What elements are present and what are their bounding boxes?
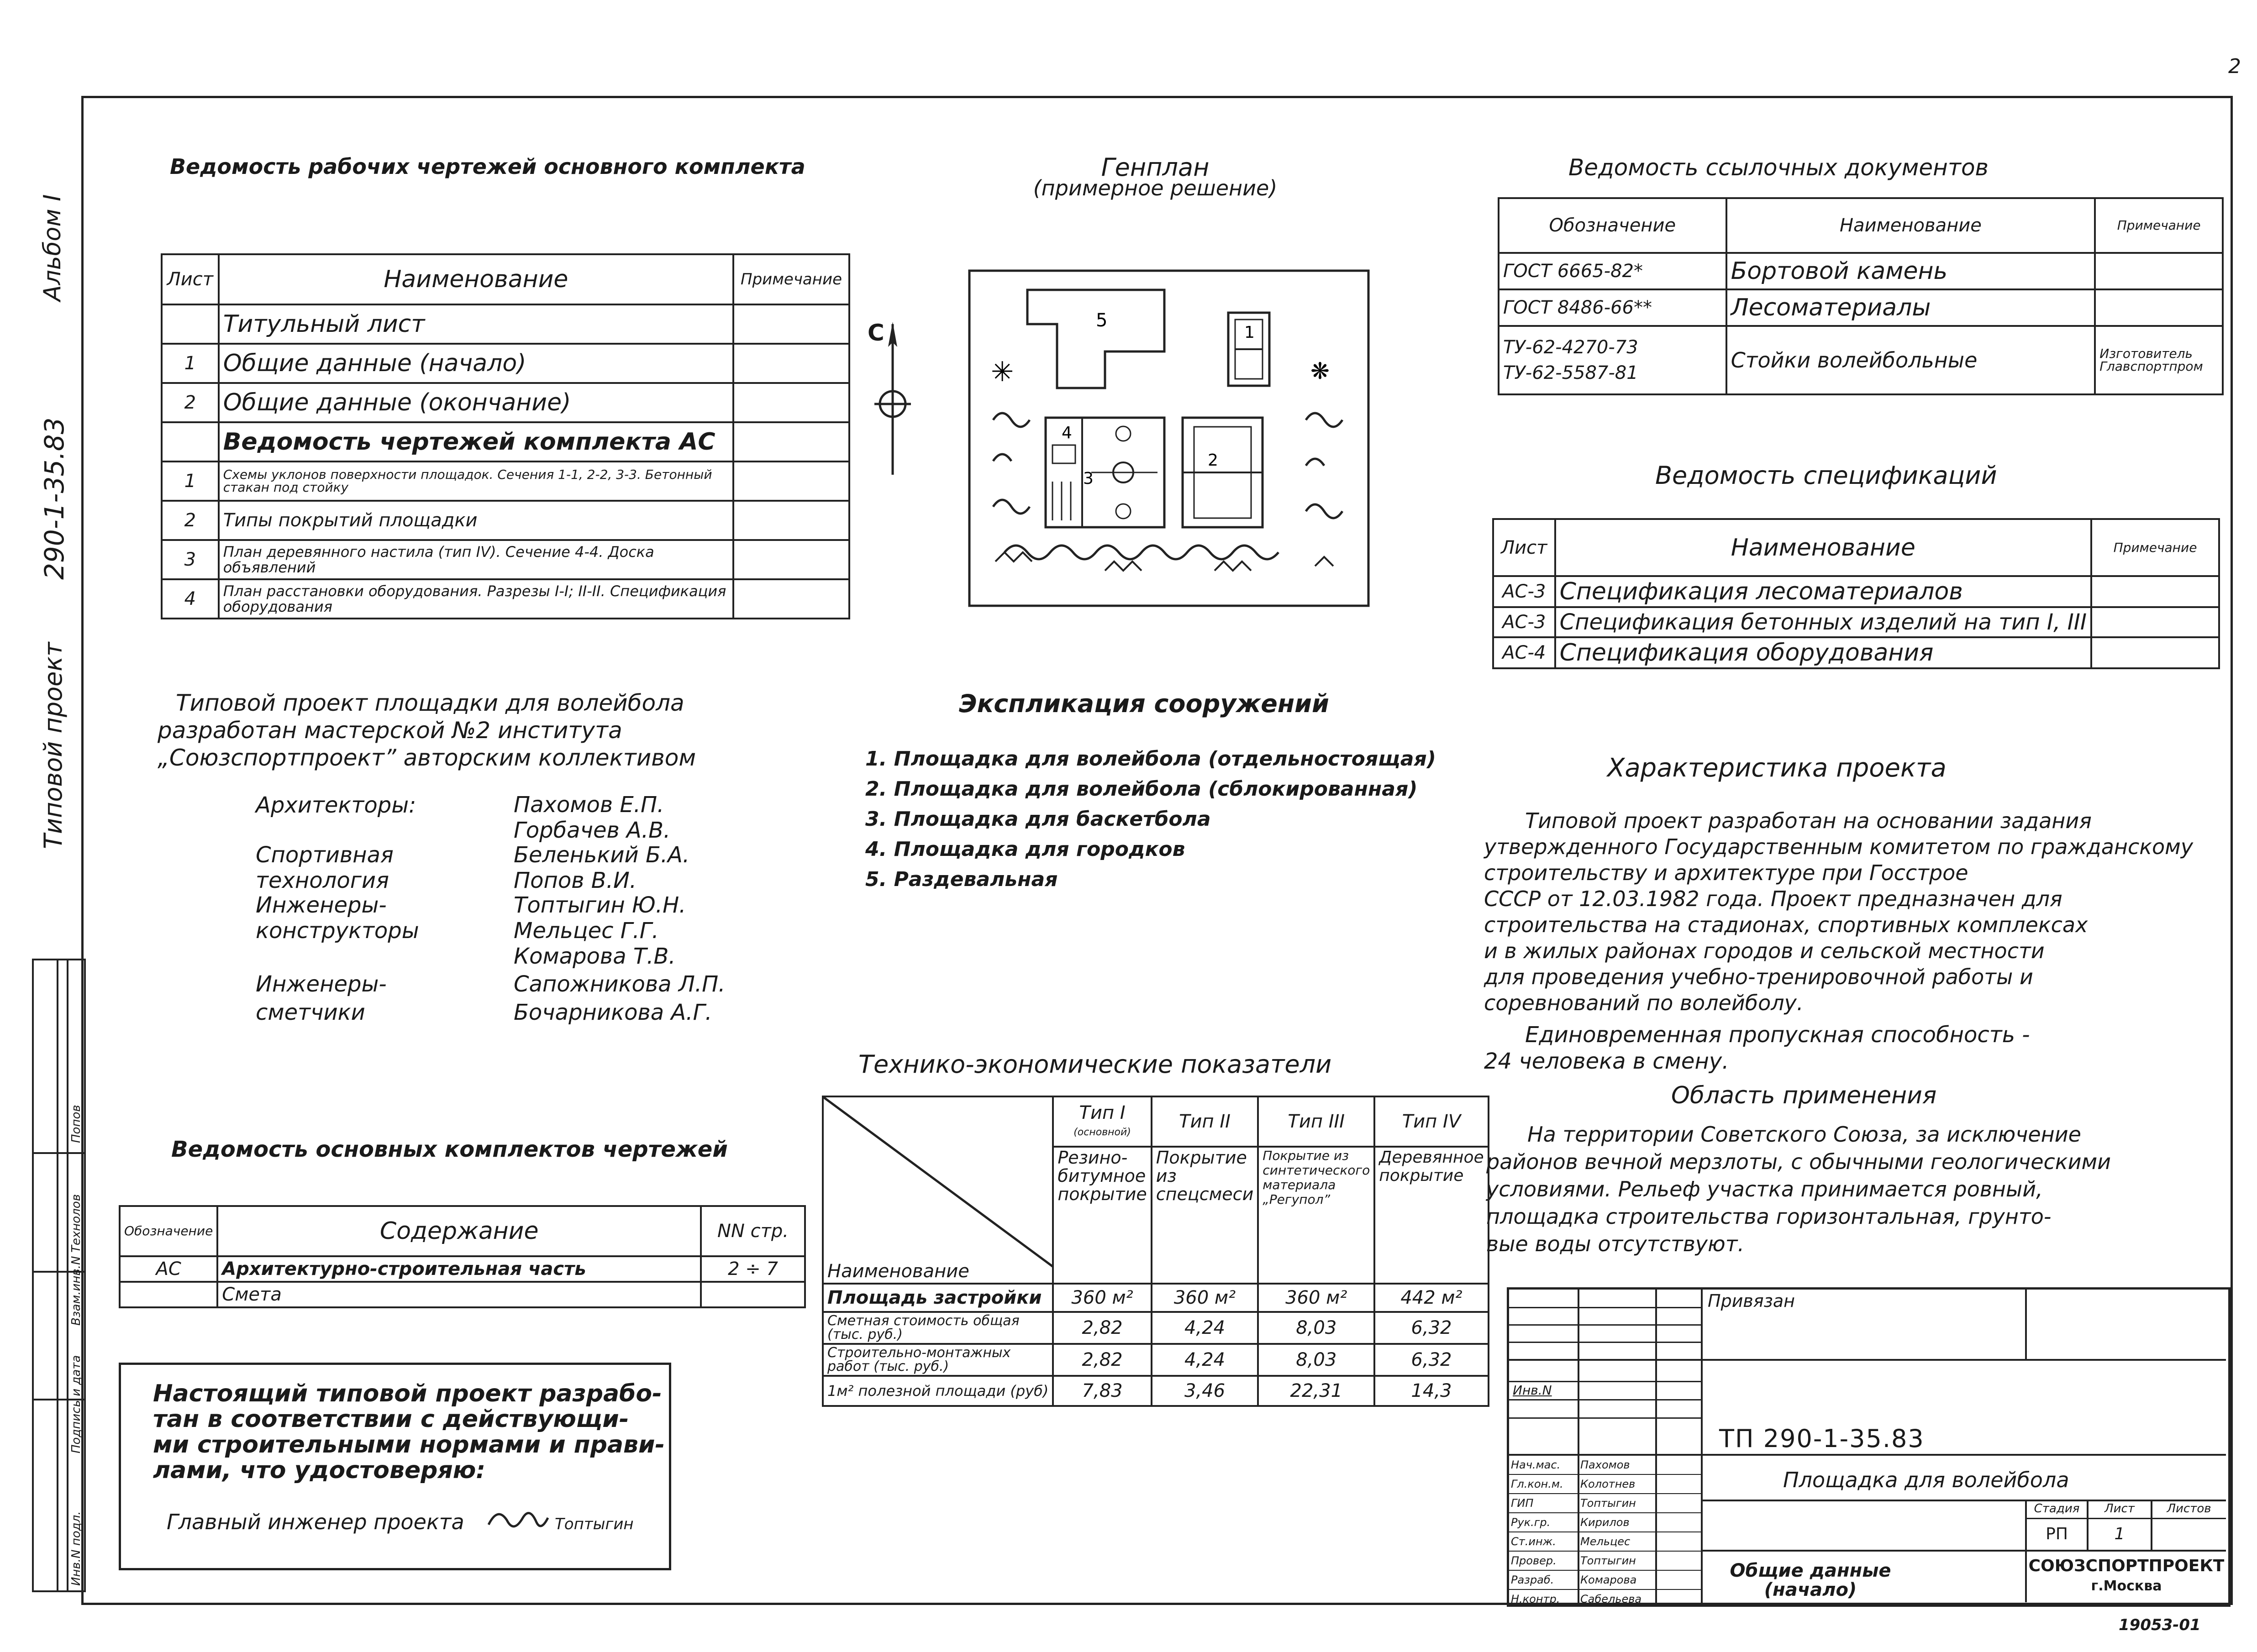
spec-name: Спецификация оборудования <box>1555 637 2091 668</box>
tech-row-label: Строительно-монтажных работ (тыс. руб.) <box>823 1344 1053 1376</box>
author-name: Бочарникова А.Г. <box>514 1000 712 1025</box>
char-line: и в жилых районах городов и сельской местности <box>1484 939 2045 963</box>
wd-header-name: Наименование <box>219 254 733 304</box>
signature-icon <box>486 1502 550 1538</box>
author-name: Попов В.И. <box>514 868 637 893</box>
tech-type-header: Тип III <box>1258 1096 1374 1147</box>
wd-header-note: Примечание <box>733 254 849 304</box>
stamp-col-3: Взам.инв.N <box>69 1256 83 1326</box>
tb-org: СОЮЗСПОРТПРОЕКТ <box>2028 1557 2225 1575</box>
char-line: 24 человека в смену. <box>1484 1049 1729 1074</box>
ref-name: Стойки волейбольные <box>1726 326 2095 394</box>
ref-note: Изготовитель Главспортпром <box>2095 326 2223 394</box>
tb-sig-role: Нач.мас. <box>1511 1458 1561 1471</box>
specifications-table <box>1492 518 2220 669</box>
tech-value: 6,32 <box>1374 1344 1488 1376</box>
spec-header-note: Примечание <box>2091 519 2219 576</box>
tech-type-desc: Резино-битумное покрытие <box>1053 1147 1151 1284</box>
wd-sheet: 2 <box>162 501 219 540</box>
north-label: С <box>868 320 884 346</box>
cert-line: ми строительными нормами и прави- <box>153 1431 665 1458</box>
char-line: СССР от 12.03.1982 года. Проект предназначен для <box>1484 886 2062 911</box>
scope-line: площадка строительства горизонтальная, грунто- <box>1486 1204 2052 1229</box>
tech-type-header: Тип II <box>1152 1096 1258 1147</box>
tb-sig-role: Гл.кон.м. <box>1511 1478 1563 1490</box>
spec-name: Спецификация бетонных изделий на тип I, III <box>1555 607 2091 637</box>
ref-header-name: Наименование <box>1726 198 2095 253</box>
tb-sig-name: Мельцес <box>1580 1535 1631 1548</box>
genplan-subtitle: (примерное решение) <box>1033 176 1278 200</box>
tb-sig-name: Комарова <box>1580 1573 1637 1586</box>
wd-name: План расстановки оборудования. Разрезы I-I; II-II. Спецификация оборудования <box>219 579 733 619</box>
tech-value: 4,24 <box>1152 1344 1258 1376</box>
char-line: Типовой проект разработан на основании задания <box>1525 808 2092 833</box>
basic-content: Архитектурно-строительная часть <box>217 1256 701 1282</box>
cert-name: Топтыгин <box>555 1515 634 1533</box>
author-names <box>514 970 726 1027</box>
basic-content: Смета <box>217 1282 701 1307</box>
ref-name: Бортовой камень <box>1726 253 2095 289</box>
tb-sig-role: Разраб. <box>1511 1573 1554 1586</box>
tb-sig-name: Кирилов <box>1580 1516 1630 1529</box>
author-role: Инженеры-конструкторы <box>256 892 419 944</box>
stamp-col-2: Подпись и дата <box>69 1355 83 1453</box>
tb-sheet: 1 <box>2114 1525 2125 1543</box>
spec-sheet: АС-3 <box>1493 607 1555 637</box>
certification-box <box>119 1363 671 1570</box>
reference-docs-title: Ведомость ссылочных документов <box>1568 154 1989 181</box>
tb-sig-role: Н.контр. <box>1511 1593 1560 1605</box>
genplan-label-1: 1 <box>1244 323 1255 342</box>
author-role: Инженеры-сметчики <box>256 971 387 1025</box>
genplan-label-3: 3 <box>1083 469 1094 488</box>
ref-header-note: Примечание <box>2095 198 2223 253</box>
tech-value: 360 м² <box>1258 1284 1374 1312</box>
margin-stamp <box>32 959 86 1592</box>
tech-indicators-title: Технико-экономические показатели <box>858 1050 1332 1079</box>
archive-number: 19053-01 <box>2119 1616 2201 1634</box>
margin-album: Альбом I <box>39 194 66 301</box>
north-arrow-icon <box>874 320 911 479</box>
scope-text <box>1486 1121 2111 1258</box>
tech-value: 360 м² <box>1152 1284 1258 1312</box>
wd-sheet: 1 <box>162 344 219 383</box>
tech-type-header: Тип IV <box>1374 1096 1488 1147</box>
page-number: 2 <box>2228 55 2241 78</box>
char-line: соревнований по волейболу. <box>1484 991 1804 1015</box>
author-name: Топтыгин Ю.Н. <box>514 892 686 918</box>
wd-name: Схемы уклонов поверхности площадок. Сечения 1-1, 2-2, 3-3. Бетонный стакан под стойку <box>219 462 733 501</box>
ref-code: ГОСТ 8486-66** <box>1499 289 1726 326</box>
tb-sheet-title: Общие данные (начало) <box>1730 1560 1891 1600</box>
authors-intro-line: „Союзспортпроект” авторским коллективом <box>158 745 696 771</box>
tech-value: 7,83 <box>1053 1376 1151 1406</box>
ref-header-code: Обозначение <box>1499 198 1726 253</box>
tech-row-label: Площадь застройки <box>823 1284 1053 1312</box>
basic-header-pages: NN стр. <box>701 1206 805 1256</box>
author-role: Спортивная технология <box>256 842 394 893</box>
tb-sig-name: Топтыгин <box>1580 1497 1636 1510</box>
explication-item: 1. Площадка для волейбола (отдельностоящая) <box>865 747 1436 771</box>
working-drawings-title: Ведомость рабочих чертежей основного комплекта <box>170 154 805 179</box>
tech-type-desc: Покрытие из спецсмеси <box>1152 1147 1258 1284</box>
tb-signatures <box>1509 1456 1701 1608</box>
tech-type-desc: Деревянное покрытие <box>1374 1147 1488 1284</box>
author-name: Беленький Б.А. <box>514 842 690 868</box>
author-name: Мельцес Г.Г. <box>514 918 659 944</box>
tb-stage: РП <box>2046 1525 2068 1543</box>
tb-sheets-header: Листов <box>2167 1502 2211 1516</box>
scope-line: районов вечной мерзлоты, с обычными геологическими <box>1486 1149 2111 1174</box>
tb-city: г.Москва <box>2091 1578 2162 1594</box>
tb-stage-header: Стадия <box>2034 1502 2080 1516</box>
tb-sig-name: Сабельева <box>1580 1593 1642 1605</box>
authors-intro-line: Типовой проект площадки для волейбола <box>176 690 684 716</box>
basic-sets-title: Ведомость основных комплектов чертежей <box>171 1137 728 1162</box>
genplan-title: Генплан <box>1101 153 1210 182</box>
tech-value: 4,24 <box>1152 1312 1258 1344</box>
svg-text:✳: ✳ <box>991 356 1014 388</box>
tb-sig-name: Топтыгин <box>1580 1554 1636 1567</box>
author-names <box>514 842 689 893</box>
author-name: Горбачев А.В. <box>514 818 671 843</box>
tech-value: 14,3 <box>1374 1376 1488 1406</box>
stamp-name-1: Технолов <box>69 1194 83 1253</box>
author-names <box>514 792 670 843</box>
tech-value: 3,46 <box>1152 1376 1258 1406</box>
wd-sheet: 3 <box>162 540 219 579</box>
scope-line: условиями. Рельеф участка принимается ровный, <box>1486 1177 2043 1201</box>
wd-header-sheet: Лист <box>162 254 219 304</box>
author-name: Сапожникова Л.П. <box>514 971 726 997</box>
scope-line: вые воды отсутствуют. <box>1486 1232 1745 1256</box>
working-drawings-table <box>161 253 850 619</box>
wd-sheet: 1 <box>162 462 219 501</box>
cert-line: тан в соответствии с действующи- <box>153 1406 629 1433</box>
stamp-name-2: Попов <box>69 1105 83 1143</box>
tech-value: 22,31 <box>1258 1376 1374 1406</box>
author-name: Пахомов Е.П. <box>514 792 664 818</box>
char-line: строительства на стадионах, спортивных комплексах <box>1484 913 2088 937</box>
spec-sheet: АС-3 <box>1493 576 1555 607</box>
author-role: Архитекторы: <box>256 792 416 818</box>
tech-value: 8,03 <box>1258 1344 1374 1376</box>
tech-value: 2,82 <box>1053 1312 1151 1344</box>
genplan-label-5: 5 <box>1096 310 1108 331</box>
title-block <box>1507 1287 2231 1607</box>
spec-header-name: Наименование <box>1555 519 2091 576</box>
authors-intro <box>158 689 696 771</box>
tb-sig-name: Колотнев <box>1580 1478 1636 1490</box>
spec-header-sheet: Лист <box>1493 519 1555 576</box>
tb-sig-role: Ст.инж. <box>1511 1535 1556 1548</box>
wd-sheet <box>162 304 219 344</box>
genplan-drawing <box>968 269 1370 607</box>
margin-project-type: Типовой проект <box>39 642 68 849</box>
explication-item: 5. Раздевальная <box>865 868 1058 891</box>
genplan-label-2: 2 <box>1208 451 1218 470</box>
scope-line: На территории Советского Союза, за исключение <box>1527 1122 2081 1147</box>
ref-note <box>2095 289 2223 326</box>
tb-sig-role: Провер. <box>1511 1554 1557 1567</box>
explication-item: 2. Площадка для волейбола (сблокированная) <box>865 777 1418 801</box>
explication-item: 4. Площадка для городков <box>865 838 1185 861</box>
tech-indicators-table <box>822 1096 1482 1404</box>
tb-sig-role: Рук.гр. <box>1511 1516 1551 1529</box>
wd-sheet: 2 <box>162 383 219 422</box>
spec-name: Спецификация лесоматериалов <box>1555 576 2091 607</box>
basic-header-code: Обозначение <box>120 1206 217 1256</box>
explication-list <box>865 744 1436 895</box>
tech-corner <box>823 1096 1053 1284</box>
basic-code <box>120 1282 217 1307</box>
margin-project-code: 290-1-35.83 <box>39 417 70 580</box>
author-name: Комарова Т.В. <box>514 944 676 969</box>
explication-title: Экспликация сооружений <box>959 689 1329 718</box>
genplan-label-4: 4 <box>1062 424 1072 442</box>
authors-intro-line: разработан мастерской №2 института <box>158 717 622 744</box>
characteristics-paragraph2 <box>1484 1022 2030 1075</box>
ref-code: ТУ-62-4270-73 ТУ-62-5587-81 <box>1499 326 1726 394</box>
ref-code: ГОСТ 6665-82* <box>1499 253 1726 289</box>
author-names <box>514 892 686 969</box>
reference-docs-table <box>1498 197 2224 395</box>
ref-name: Лесоматериалы <box>1726 289 2095 326</box>
cert-role: Главный инженер проекта <box>167 1510 464 1534</box>
tb-code: ТП 290-1-35.83 <box>1719 1424 1925 1453</box>
basic-pages: 2 ÷ 7 <box>701 1256 805 1282</box>
spec-sheet: АС-4 <box>1493 637 1555 668</box>
tech-value: 360 м² <box>1053 1284 1151 1312</box>
wd-sheet <box>162 422 219 462</box>
basic-header-content: Содержание <box>217 1206 701 1256</box>
ref-note <box>2095 253 2223 289</box>
characteristics-title: Характеристика проекта <box>1607 753 1947 783</box>
stamp-col-1: Инв.N подл. <box>69 1511 83 1586</box>
tb-sheet-header: Лист <box>2104 1502 2135 1516</box>
certification-text <box>153 1381 665 1483</box>
characteristics-paragraph1 <box>1484 808 2205 1016</box>
wd-name: Ведомость чертежей комплекта АС <box>219 422 733 462</box>
tb-object: Площадка для волейбола <box>1783 1468 2069 1492</box>
wd-name: Общие данные (окончание) <box>219 383 733 422</box>
cert-line: Настоящий типовой проект разрабо- <box>153 1380 662 1407</box>
wd-name: План деревянного настила (тип IV). Сечение 4-4. Доска объявлений <box>219 540 733 579</box>
tech-value: 8,03 <box>1258 1312 1374 1344</box>
tech-row-label: Сметная стоимость общая (тыс. руб.) <box>823 1312 1053 1344</box>
char-line: утвержденного Государственным комитетом по гражданскому строительству и архитектуре при Госстрое <box>1484 834 2194 885</box>
wd-name: Типы покрытий площадки <box>219 501 733 540</box>
char-line: Единовременная пропускная способность - <box>1525 1022 2030 1048</box>
tb-sig-name: Пахомов <box>1580 1458 1630 1471</box>
scope-title: Область применения <box>1671 1082 1937 1109</box>
tb-inv: Инв.N <box>1513 1383 1552 1398</box>
basic-sets-table <box>119 1205 806 1308</box>
basic-pages <box>701 1282 805 1307</box>
tech-value: 442 м² <box>1374 1284 1488 1312</box>
tech-corner-label: Наименование <box>827 1261 969 1282</box>
tb-bound: Привязан <box>1708 1291 1795 1311</box>
explication-item: 3. Площадка для баскетбола <box>865 808 1211 831</box>
specifications-title: Ведомость спецификаций <box>1655 461 1997 490</box>
tb-sig-role: ГИП <box>1511 1497 1534 1510</box>
wd-sheet: 4 <box>162 579 219 619</box>
wd-name: Титульный лист <box>219 304 733 344</box>
char-line: для проведения учебно-тренировочной работы и <box>1484 965 2033 989</box>
svg-text:❋: ❋ <box>1310 358 1330 384</box>
wd-name: Общие данные (начало) <box>219 344 733 383</box>
basic-code: АС <box>120 1256 217 1282</box>
tech-type-header: Тип I (основной) <box>1053 1096 1151 1147</box>
tech-value: 2,82 <box>1053 1344 1151 1376</box>
tech-row-label: 1м² полезной площади (руб) <box>823 1376 1053 1406</box>
cert-line: лами, что удостоверяю: <box>153 1457 486 1484</box>
tech-value: 6,32 <box>1374 1312 1488 1344</box>
tech-type-desc: Покрытие из синтетического материала „Регупол” <box>1258 1147 1374 1284</box>
